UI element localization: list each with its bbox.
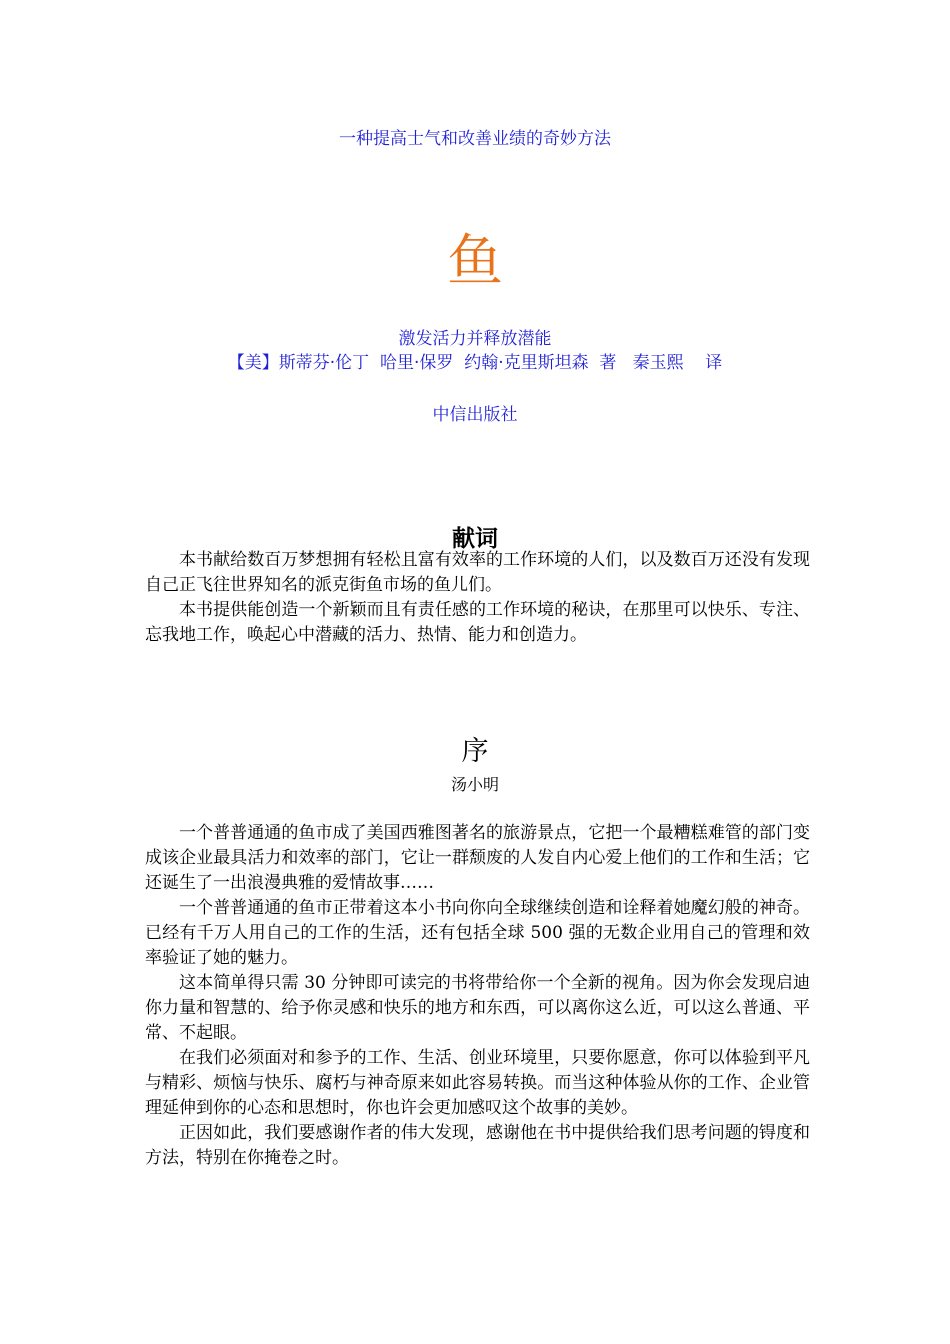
preface-author: 汤小明 [450,775,499,794]
paragraph: 正因如此，我们要感谢作者的伟大发现，感谢他在书中提供给我们思考问题的锝度和方法，特别在你掩卷之时。 [145,1123,810,1168]
dedication-body [145,548,810,648]
preface-body [145,821,810,1171]
preface-heading: 序 [461,736,489,767]
paragraph: 这本简单得只需 30 分钟即可读完的书将带给你一个全新的视角。因为你会发现启迪你力量和智慧的、给予你灵感和快乐的地方和东西，可以离你这么近，可以这么普通、平常、不起眼。 [145,973,810,1043]
paragraph: 在我们必须面对和参予的工作、生活、创业环境里，只要你愿意，你可以体验到平凡与精彩、烦恼与快乐、腐朽与神奇原来如此容易转换。而当这种体验从你的工作、企业管理延伸到你的心态和思想时，你也许会更加感叹这个故事的美妙。 [145,1048,810,1118]
book-subtitle: 一种提高士气和改善业绩的奇妙方法 [339,129,611,149]
paragraph: 一个普普通通的鱼市成了美国西雅图著名的旅游景点，它把一个最糟糕难管的部门变成该企业最具活力和效率的部门，它让一群颓废的人发自内心爱上他们的工作和生活；它还诞生了一出浪漫典雅的爱情故事…… [145,823,810,893]
book-title: 鱼 [447,229,503,294]
book-tagline: 激发活力并释放潜能 [398,329,552,349]
paragraph: 本书提供能创造一个新颖而且有责任感的工作环境的秘诀，在那里可以快乐、专注、忘我地工作，唤起心中潜藏的活力、热情、能力和创造力。 [145,600,810,645]
book-authors: 【美】斯蒂芬·伦丁 哈里·保罗 约翰·克里斯坦森 著 秦玉熙 译 [227,353,723,373]
dedication-heading: 献词 [452,525,498,552]
paragraph: 本书献给数百万梦想拥有轻松且富有效率的工作环境的人们，以及数百万还没有发现自己正飞往世界知名的派克街鱼市场的鱼儿们。 [145,550,810,595]
publisher: 中信出版社 [432,405,518,425]
paragraph: 一个普普通通的鱼市正带着这本小书向你向全球继续创造和诠释着她魔幻般的神奇。已经有千万人用自己的工作的生活，还有包括全球 500 强的无数企业用自己的管理和效率验证了她的魅力。 [145,898,810,968]
